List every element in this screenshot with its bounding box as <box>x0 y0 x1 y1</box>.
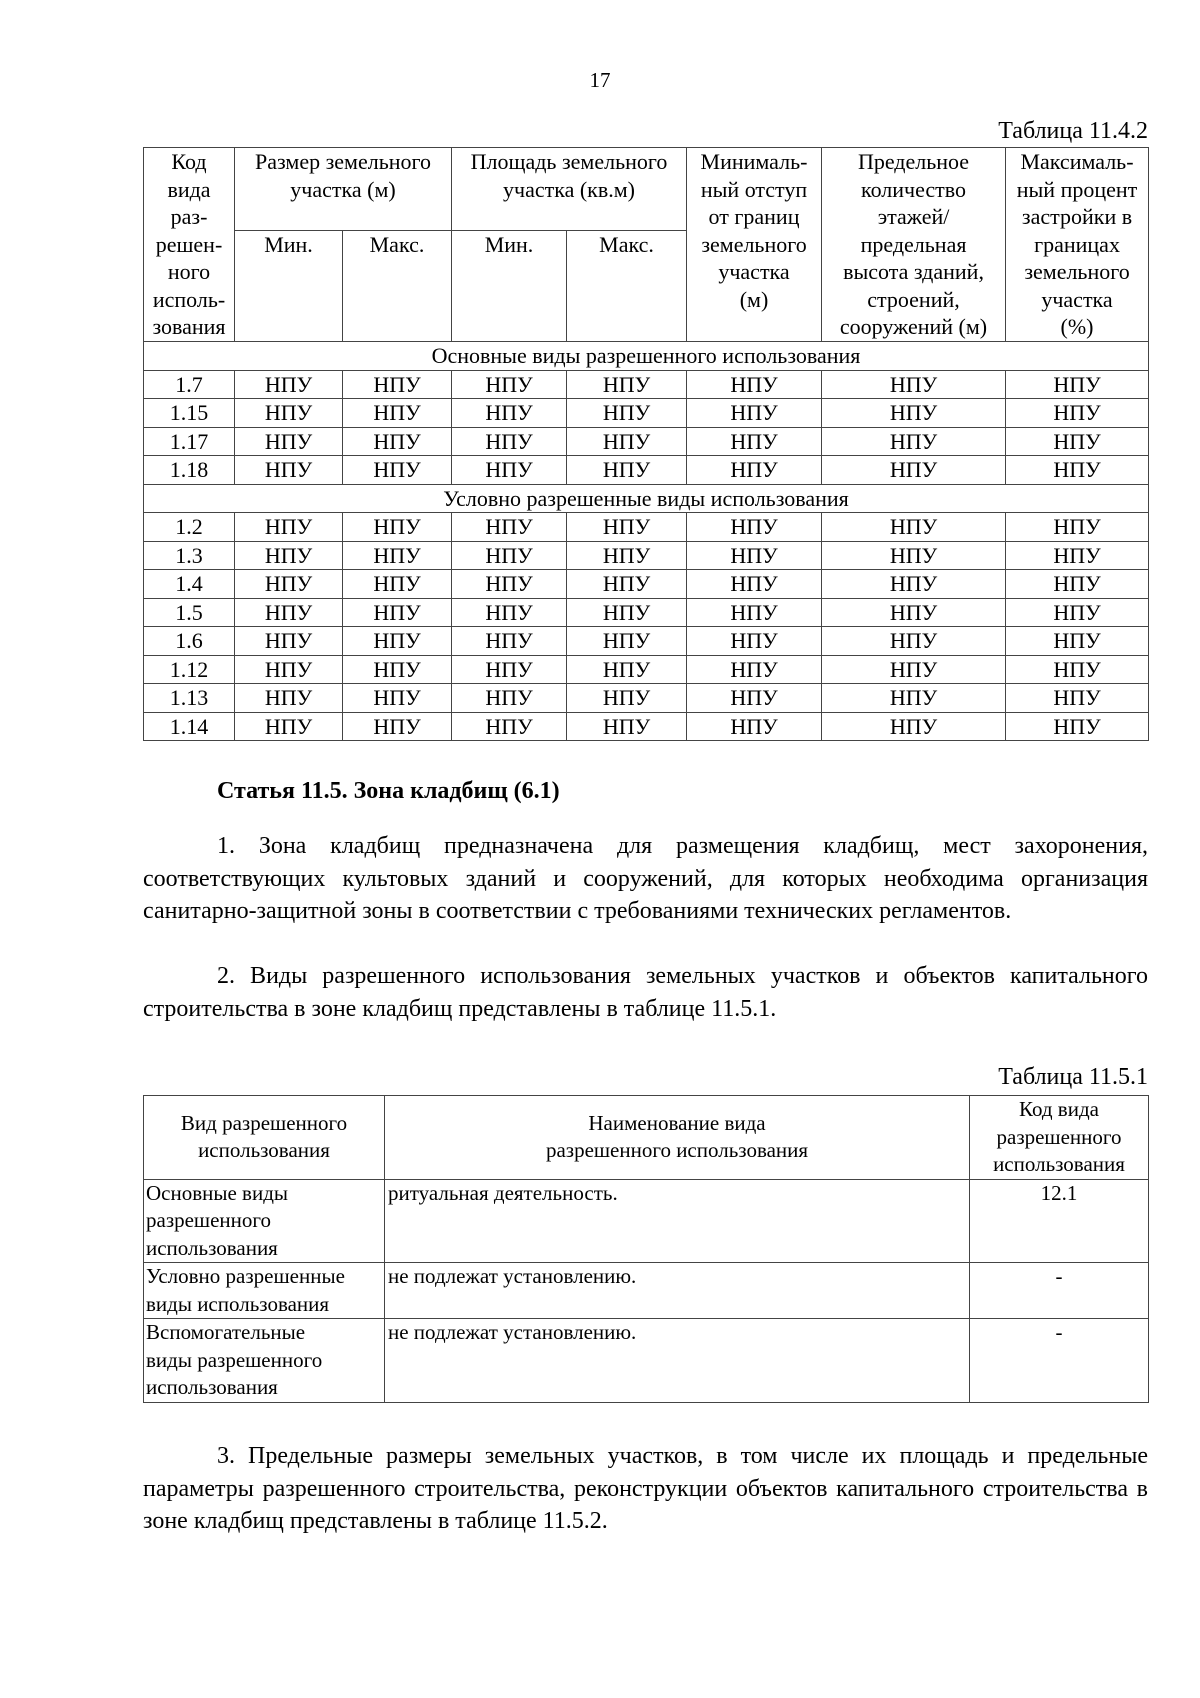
article-heading: Статья 11.5. Зона кладбищ (6.1) <box>217 778 560 804</box>
header-min-setback <box>687 148 822 342</box>
header-max-floors <box>822 148 1006 342</box>
use-kind-cell-line: виды использования <box>146 1291 330 1316</box>
use-kind-cell-line: Основные виды <box>146 1180 289 1205</box>
value-cell: НПУ <box>567 456 687 485</box>
use-kind-cell-line: виды разрешенного <box>146 1347 323 1372</box>
value-cell: НПУ <box>567 684 687 713</box>
header-use-name-line: разрешенного использования <box>545 1138 809 1163</box>
value-cell: НПУ <box>235 627 343 656</box>
value-cell: НПУ <box>687 541 822 570</box>
use-kind-cell <box>144 1319 385 1403</box>
value-cell: НПУ <box>822 684 1006 713</box>
value-cell: НПУ <box>822 541 1006 570</box>
table-row <box>144 570 1149 599</box>
value-cell: НПУ <box>452 399 567 428</box>
header-min-setback-line: земельного <box>701 231 807 257</box>
header-code-line: ного <box>167 259 211 284</box>
table-row <box>144 598 1149 627</box>
parameters-table-11-4-2 <box>143 147 1149 741</box>
value-cell: НПУ <box>1006 598 1149 627</box>
value-cell: НПУ <box>567 570 687 599</box>
value-cell: НПУ <box>452 627 567 656</box>
table-row <box>144 541 1149 570</box>
header-plot-size-line: участка (м) <box>290 176 396 202</box>
value-cell: НПУ <box>687 627 822 656</box>
table-row <box>144 1263 1149 1319</box>
header-use-code <box>970 1096 1149 1180</box>
value-cell: НПУ <box>343 598 452 627</box>
value-cell: НПУ <box>452 712 567 741</box>
value-cell: НПУ <box>687 570 822 599</box>
value-cell: НПУ <box>343 684 452 713</box>
table-caption-11-4-2: Таблица 11.4.2 <box>998 118 1148 144</box>
use-code-cell: - <box>970 1319 1149 1403</box>
header-max-floors-line: Предельное <box>857 149 970 174</box>
value-cell: НПУ <box>567 712 687 741</box>
header-min-setback-line: от границ <box>708 204 800 229</box>
value-cell: НПУ <box>1006 541 1149 570</box>
table-row <box>144 712 1149 741</box>
value-cell: НПУ <box>1006 570 1149 599</box>
table-caption-11-5-1: Таблица 11.5.1 <box>998 1064 1148 1090</box>
value-cell: НПУ <box>567 541 687 570</box>
header-max-floors-line: этажей/ <box>877 204 950 229</box>
value-cell: НПУ <box>822 427 1006 456</box>
value-cell: НПУ <box>567 655 687 684</box>
table-row <box>144 370 1149 399</box>
value-cell: НПУ <box>1006 456 1149 485</box>
value-cell: НПУ <box>822 570 1006 599</box>
value-cell: НПУ <box>567 399 687 428</box>
value-cell: НПУ <box>235 655 343 684</box>
value-cell: НПУ <box>343 627 452 656</box>
article-paragraph-1: 1. Зона кладбищ предназначена для размещения кладбищ, мест захоронения, соответствующих культовых зданий и сооружений, для которых необходима организация санитарно-защитной зоны в соответствии с требованиями технических регламентов. <box>143 833 1148 924</box>
value-cell: НПУ <box>822 370 1006 399</box>
header-size-min: Мин. <box>235 231 343 342</box>
header-code-line: решен- <box>155 231 223 257</box>
value-cell: НПУ <box>235 598 343 627</box>
value-cell: НПУ <box>343 456 452 485</box>
table-row <box>144 1319 1149 1403</box>
header-min-setback-line: (м) <box>739 286 769 312</box>
use-code-cell: - <box>970 1263 1149 1319</box>
header-max-coverage-line: застройки в <box>1021 204 1133 229</box>
use-kind-cell-line: разрешенного <box>146 1208 271 1232</box>
use-code-cell: 1.3 <box>144 541 235 570</box>
value-cell: НПУ <box>1006 370 1149 399</box>
value-cell: НПУ <box>452 684 567 713</box>
header-plot-size <box>235 148 452 231</box>
use-code-cell: 1.15 <box>144 399 235 428</box>
header-use-code-line: разрешенного <box>996 1124 1122 1149</box>
use-name-cell: ритуальная деятельность. <box>385 1179 970 1263</box>
value-cell: НПУ <box>567 513 687 542</box>
use-name-cell: не подлежат установлению. <box>385 1263 970 1319</box>
use-name-cell: не подлежат установлению. <box>385 1319 970 1403</box>
table-row <box>144 513 1149 542</box>
header-use-name-line: Наименование вида <box>588 1110 766 1135</box>
value-cell: НПУ <box>822 399 1006 428</box>
header-plot-size-line: Размер земельного <box>255 149 431 174</box>
value-cell: НПУ <box>1006 627 1149 656</box>
value-cell: НПУ <box>822 627 1006 656</box>
use-kind-cell-line: использования <box>146 1375 278 1399</box>
value-cell: НПУ <box>452 541 567 570</box>
header-plot-area <box>452 148 687 231</box>
header-use-code-line: Код вида <box>1019 1097 1099 1121</box>
value-cell: НПУ <box>343 399 452 428</box>
value-cell: НПУ <box>452 570 567 599</box>
header-max-floors-line: предельная <box>860 231 967 257</box>
value-cell: НПУ <box>822 712 1006 741</box>
use-code-cell: 1.12 <box>144 655 235 684</box>
value-cell: НПУ <box>687 427 822 456</box>
use-code-cell: 12.1 <box>970 1179 1149 1263</box>
header-max-floors-line: количество <box>861 176 967 202</box>
value-cell: НПУ <box>1006 684 1149 713</box>
table-row <box>144 456 1149 485</box>
value-cell: НПУ <box>567 370 687 399</box>
permitted-use-table-11-5-1 <box>143 1095 1149 1403</box>
header-code-line: раз- <box>170 204 208 229</box>
header-use-kind-line: использования <box>198 1138 330 1163</box>
value-cell: НПУ <box>343 712 452 741</box>
value-cell: НПУ <box>822 513 1006 542</box>
header-use-name <box>385 1096 970 1180</box>
value-cell: НПУ <box>452 655 567 684</box>
table-row <box>144 427 1149 456</box>
value-cell: НПУ <box>235 370 343 399</box>
use-kind-cell-line: использования <box>146 1235 278 1260</box>
header-max-coverage-line: участка <box>1041 286 1113 312</box>
header-max-floors-line: высота зданий, <box>843 259 984 284</box>
value-cell: НПУ <box>235 541 343 570</box>
value-cell: НПУ <box>452 370 567 399</box>
header-code-line: Код <box>171 149 207 174</box>
value-cell: НПУ <box>567 427 687 456</box>
section-row <box>144 342 1149 371</box>
value-cell: НПУ <box>235 456 343 485</box>
value-cell: НПУ <box>687 712 822 741</box>
use-code-cell: 1.2 <box>144 513 235 542</box>
header-area-min: Мин. <box>452 231 567 342</box>
value-cell: НПУ <box>452 513 567 542</box>
header-min-setback-line: Минималь- <box>700 149 808 174</box>
value-cell: НПУ <box>567 598 687 627</box>
use-code-cell: 1.18 <box>144 456 235 485</box>
value-cell: НПУ <box>687 399 822 428</box>
page-number: 17 <box>589 68 611 92</box>
header-use-kind-line: Вид разрешенного <box>180 1110 348 1135</box>
value-cell: НПУ <box>822 456 1006 485</box>
use-code-cell: 1.4 <box>144 570 235 599</box>
value-cell: НПУ <box>822 598 1006 627</box>
value-cell: НПУ <box>1006 655 1149 684</box>
value-cell: НПУ <box>1006 712 1149 741</box>
header-max-coverage-line: Максималь- <box>1020 149 1134 174</box>
section-row <box>144 484 1149 513</box>
table-row <box>144 627 1149 656</box>
value-cell: НПУ <box>687 370 822 399</box>
value-cell: НПУ <box>1006 513 1149 542</box>
value-cell: НПУ <box>343 655 452 684</box>
header-max-coverage <box>1006 148 1149 342</box>
header-min-setback-line: ный отступ <box>700 176 808 202</box>
table-row <box>144 399 1149 428</box>
use-code-cell: 1.6 <box>144 627 235 656</box>
header-code-line: вида <box>167 176 211 202</box>
value-cell: НПУ <box>452 427 567 456</box>
header-code-line: исполь- <box>152 286 226 312</box>
use-code-cell: 1.7 <box>144 370 235 399</box>
header-max-floors-line: сооружений (м) <box>839 314 988 339</box>
table-row <box>144 1179 1149 1263</box>
section-title: Условно разрешенные виды использования <box>144 484 1149 513</box>
value-cell: НПУ <box>235 684 343 713</box>
value-cell: НПУ <box>567 627 687 656</box>
header-area-max: Макс. <box>567 231 687 342</box>
header-plot-area-line: Площадь земельного <box>470 149 668 174</box>
value-cell: НПУ <box>343 513 452 542</box>
value-cell: НПУ <box>687 684 822 713</box>
table-row <box>144 684 1149 713</box>
header-max-coverage-line: (%) <box>1060 314 1094 339</box>
header-max-floors-line: строений, <box>867 286 960 312</box>
value-cell: НПУ <box>235 427 343 456</box>
value-cell: НПУ <box>452 598 567 627</box>
value-cell: НПУ <box>687 456 822 485</box>
use-code-cell: 1.5 <box>144 598 235 627</box>
value-cell: НПУ <box>343 541 452 570</box>
value-cell: НПУ <box>687 655 822 684</box>
use-kind-cell-line: Условно разрешенные <box>146 1264 345 1288</box>
header-use-code-line: использования <box>993 1152 1125 1176</box>
header-plot-area-line: участка (кв.м) <box>503 176 635 202</box>
header-code <box>144 148 235 342</box>
value-cell: НПУ <box>687 513 822 542</box>
value-cell: НПУ <box>452 456 567 485</box>
value-cell: НПУ <box>235 513 343 542</box>
table-row <box>144 655 1149 684</box>
use-code-cell: 1.14 <box>144 712 235 741</box>
value-cell: НПУ <box>343 427 452 456</box>
header-min-setback-line: участка <box>718 259 790 284</box>
value-cell: НПУ <box>343 370 452 399</box>
section-title: Основные виды разрешенного использования <box>144 342 1149 371</box>
use-kind-cell <box>144 1179 385 1263</box>
value-cell: НПУ <box>343 570 452 599</box>
article-paragraph-2: 2. Виды разрешенного использования земельных участков и объектов капитального строительства в зоне кладбищ представлены в таблице 11.5.1. <box>143 963 1148 1022</box>
header-code-line: зования <box>152 314 226 339</box>
use-kind-cell-line: Вспомогательные <box>146 1320 306 1344</box>
header-max-coverage-line: границах <box>1034 231 1120 257</box>
header-max-coverage-line: ный процент <box>1016 176 1138 202</box>
value-cell: НПУ <box>1006 427 1149 456</box>
header-size-max: Макс. <box>343 231 452 342</box>
value-cell: НПУ <box>687 598 822 627</box>
value-cell: НПУ <box>235 712 343 741</box>
article-paragraph-3: 3. Предельные размеры земельных участков, в том числе их площадь и предельные параметры разрешенного строительства, реконструкции объектов капитального строительства в зоне кладбищ представлены в таблице 11.5.2. <box>143 1443 1148 1534</box>
value-cell: НПУ <box>235 570 343 599</box>
use-code-cell: 1.17 <box>144 427 235 456</box>
value-cell: НПУ <box>235 399 343 428</box>
use-kind-cell <box>144 1263 385 1319</box>
use-code-cell: 1.13 <box>144 684 235 713</box>
header-use-kind <box>144 1096 385 1180</box>
value-cell: НПУ <box>1006 399 1149 428</box>
header-max-coverage-line: земельного <box>1024 259 1130 284</box>
value-cell: НПУ <box>822 655 1006 684</box>
